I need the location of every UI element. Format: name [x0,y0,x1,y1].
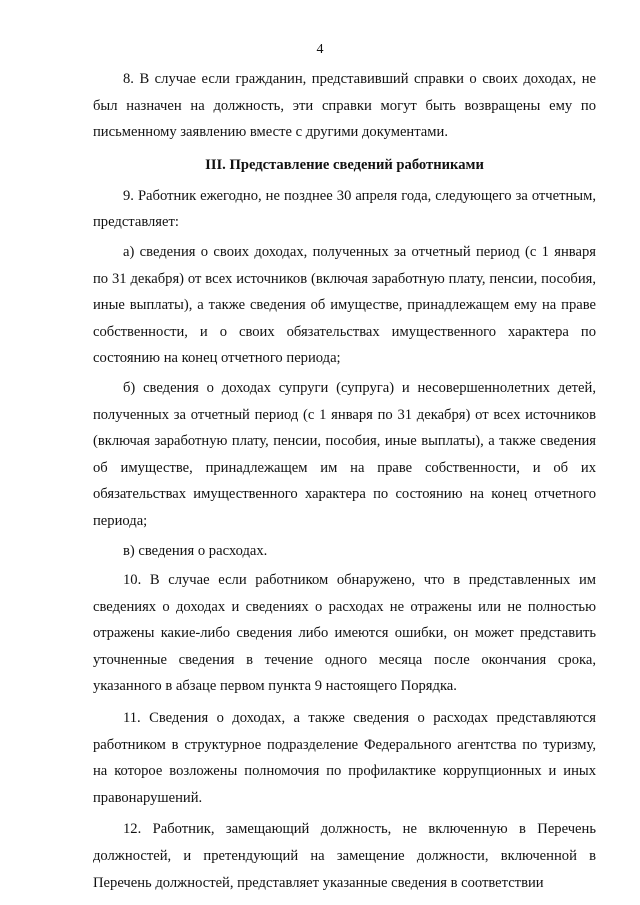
paragraph-8: 8. В случае если гражданин, представивший справки о своих доходах, не был назначен на должность, эти справки могут быть возвращены ему по письменному заявлению вместе с другими документами. [93,71,596,141]
paragraph-12: 12. Работник, замещающий должность, не включенную в Перечень должностей, и претендующий на замещение должности, включенной в Перечень должностей, представляет указанные сведения в соответствии [93,821,596,891]
paragraph-9a: а) сведения о своих доходах, полученных за отчетный период (с 1 января по 31 декабря) от всех источников (включая заработную плату, пенсии, пособия, иные выплаты), а также сведения об имуществе, принадлежащем ему на праве собственности, и о своих обязательствах имущественного характера по состоянию на конец отчетного периода; [93,243,596,367]
paragraph-9: 9. Работник ежегодно, не позднее 30 апреля года, следующего за отчетным, представляет: [93,187,596,231]
page-number: 4 [316,42,324,57]
section-heading: III. Представление сведений работниками [205,156,484,173]
paragraph-9b: б) сведения о доходах супруги (супруга) и несовершеннолетних детей, полученных за отчетный период (с 1 января по 31 декабря) от всех источников (включая заработную плату, пенсии, пособия, иные выплаты), а также сведения об имуществе, принадлежащем им на праве собственности, и об их обязательствах имущественного характера по состоянию на конец отчетного периода; [93,379,596,529]
document-body [93,66,596,896]
paragraph-10: 10. В случае если работником обнаружено, что в представленных им сведениях о доходах и сведениях о расходах не отражены или не полностью отражены какие-либо сведения либо имеются ошибки, он может представить уточненные сведения в течение одного месяца после окончания срока, указанного в абзаце первом пункта 9 настоящего Порядка. [93,572,596,695]
paragraph-9c: в) сведения о расходах. [123,542,268,559]
paragraph-11: 11. Сведения о доходах, а также сведения о расходах представляются работником в структурное подразделение Федерального агентства по туризму, на которое возложены полномочия по профилактике коррупционных и иных правонарушений. [93,710,596,806]
